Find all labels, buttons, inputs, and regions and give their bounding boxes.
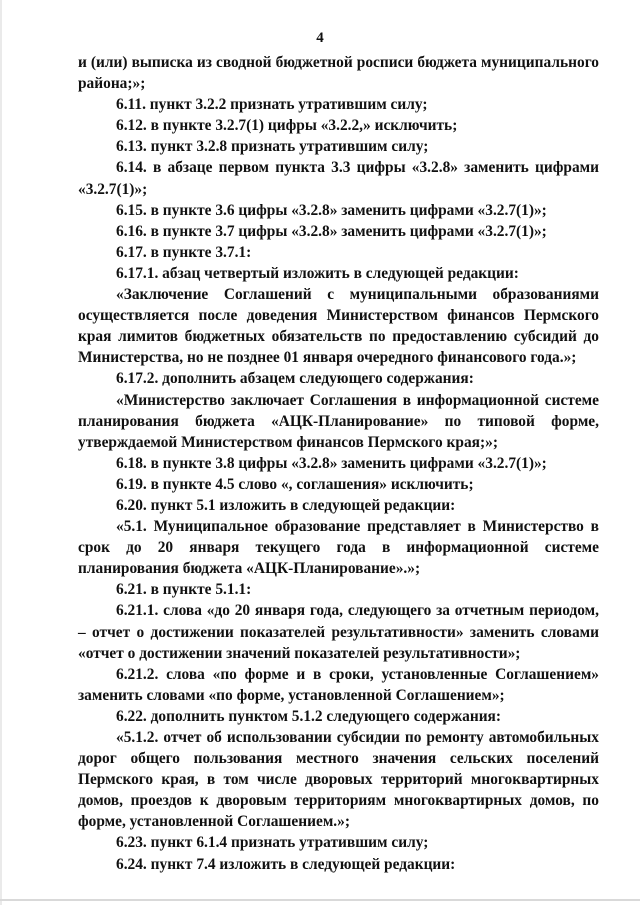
paragraph-6-11: 6.11. пункт 3.2.2 признать утратившим силу; bbox=[116, 96, 428, 114]
paragraph-6-23: 6.23. пункт 6.1.4 признать утратившим силу; bbox=[116, 834, 429, 852]
paragraph-6-21-1: 6.21.1. слова «до 20 января года, следующего за отчетным периодом, – отчет о достижении показателей результативности» заменить словами «отчет о достижении значений показателей результативности»; bbox=[78, 602, 599, 662]
paragraph-6-17: 6.17. в пункте 3.7.1: bbox=[116, 243, 252, 261]
paragraph-6-21: 6.21. в пункте 5.1.1: bbox=[116, 581, 252, 599]
paragraph-continuation: и (или) выписка из сводной бюджетной росписи бюджета муниципального района;»; bbox=[78, 54, 599, 93]
paragraph-6-12: 6.12. в пункте 3.2.7(1) цифры «3.2.2,» исключить; bbox=[116, 117, 458, 135]
paragraph-6-14: 6.14. в абзаце первом пункта 3.3 цифры «3.2.8» заменить цифрами «3.2.7(1)»; bbox=[78, 159, 599, 198]
page-number: 4 bbox=[316, 30, 324, 46]
paragraph-6-13: 6.13. пункт 3.2.8 признать утратившим силу; bbox=[116, 138, 429, 156]
paragraph-6-17-1: 6.17.1. абзац четвертый изложить в следующей редакции: bbox=[116, 264, 519, 282]
paragraph-quote-ministry: «Министерство заключает Соглашения в информационной системе планирования бюджета «АЦК-Планирование» по типовой форме, утверждаемой Министерством финансов Пермского края;»; bbox=[78, 391, 599, 451]
paragraph-6-20: 6.20. пункт 5.1 изложить в следующей редакции: bbox=[116, 496, 456, 514]
paragraph-quote-agreements: «Заключение Соглашений с муниципальными образованиями осуществляется после доведения Министерством финансов Пермского края лимитов бюджетных обязательств по предоставлению субсидий до Министерства, но не позднее 01 января очередного финансового года.»; bbox=[78, 286, 599, 367]
paragraph-6-16: 6.16. в пункте 3.7 цифры «3.2.8» заменить цифрами «3.2.7(1)»; bbox=[116, 222, 547, 240]
paragraph-6-19: 6.19. в пункте 4.5 слово «, соглашения» исключить; bbox=[116, 475, 474, 493]
paragraph-6-18: 6.18. в пункте 3.8 цифры «3.2.8» заменить цифрами «3.2.7(1)»; bbox=[116, 454, 547, 472]
paragraph-6-15: 6.15. в пункте 3.6 цифры «3.2.8» заменить цифрами «3.2.7(1)»; bbox=[116, 201, 547, 219]
paragraph-quote-5-1: «5.1. Муниципальное образование представляет в Министерство в срок до 20 января текущего года в информационной системе планирования бюджета «АЦК-Планирование».»; bbox=[78, 518, 599, 578]
paragraph-6-22: 6.22. дополнить пунктом 5.1.2 следующего содержания: bbox=[116, 707, 502, 725]
paragraph-quote-5-1-2: «5.1.2. отчет об использовании субсидии по ремонту автомобильных дорог общего пользования местного значения сельских поселений Пермского края, в том числе дворовых территорий многоквартирных домов, проездов к дворовым территориям многоквартирных домов, по форме, установленной Соглашением.»; bbox=[78, 729, 599, 831]
paragraph-6-21-2: 6.21.2. слова «по форме и в сроки, установленные Соглашением» заменить словами «по форме, установленной Соглашением»; bbox=[78, 665, 599, 704]
document-body bbox=[78, 52, 599, 875]
scan-edge-left bbox=[0, 0, 2, 905]
paragraph-6-17-2: 6.17.2. дополнить абзацем следующего содержания: bbox=[116, 370, 474, 388]
scan-edge-bottom bbox=[0, 899, 640, 901]
paragraph-6-24: 6.24. пункт 7.4 изложить в следующей редакции: bbox=[116, 855, 456, 873]
